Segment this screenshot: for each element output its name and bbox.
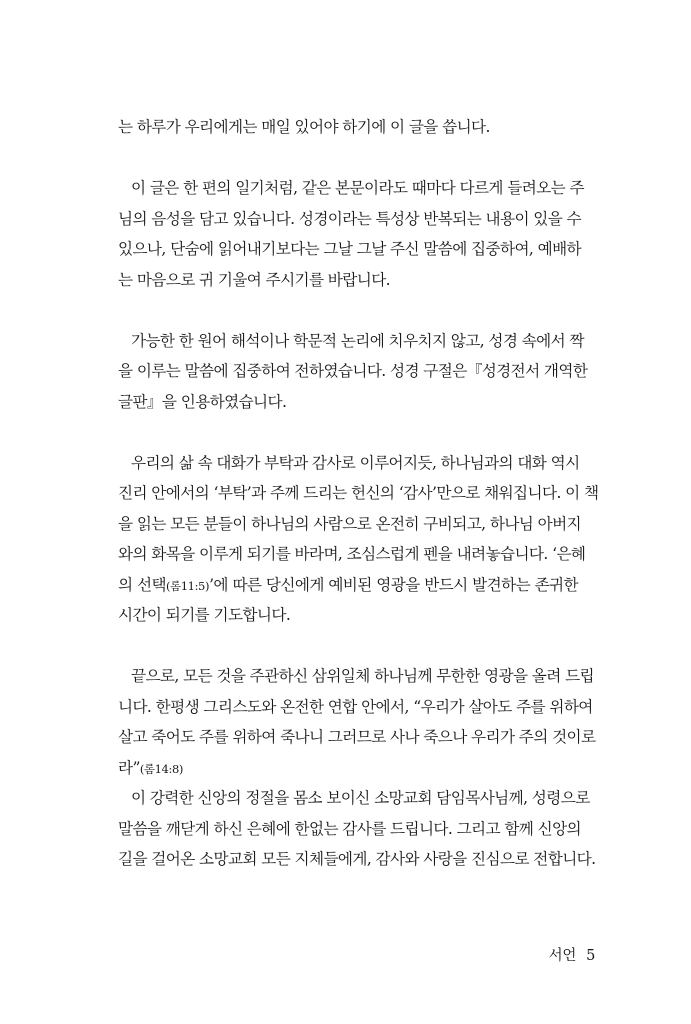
text-line: 님의 음성을 담고 있습니다. 성경이라는 특성상 반복되는 내용이 있을 수 bbox=[118, 209, 582, 228]
text-line: 을 읽는 모든 분들이 하나님의 사람으로 온전히 구비되고, 하나님 아버지 bbox=[118, 514, 582, 533]
text-line: 길을 걸어온 소망교회 모든 지체들에게, 감사와 사랑을 진심으로 전합니다. bbox=[118, 850, 596, 868]
text-line: 말씀을 깨닫게 하신 은혜에 한없는 감사를 드립니다. 그리고 함께 신앙의 bbox=[118, 819, 582, 838]
text-line: 우리의 삶 속 대화가 부탁과 감사로 이루어지듯, 하나님과의 대화 역시 bbox=[131, 453, 580, 472]
text-line: 진리 안에서의 ‘부탁’과 주께 드리는 헌신의 ‘감사’만으로 채워집니다. 이 책 bbox=[118, 484, 599, 502]
text-line: 이 글은 한 편의 일기처럼, 같은 본문이라도 때마다 다르게 들려오는 주 bbox=[131, 179, 584, 197]
paragraph-5 bbox=[118, 661, 596, 783]
paragraph-2 bbox=[118, 173, 584, 295]
section-title: 서언 bbox=[548, 948, 577, 964]
text-line: 는 하루가 우리에게는 매일 있어야 하기에 이 글을 씁니다. bbox=[118, 118, 490, 136]
text-line: 시간이 되기를 기도합니다. bbox=[118, 606, 291, 624]
paragraph-3 bbox=[118, 326, 588, 418]
text-line: 글판』을 인용하였습니다. bbox=[118, 392, 287, 411]
page-footer bbox=[549, 944, 595, 965]
text-line-with-reference bbox=[118, 753, 578, 784]
text-line: 니다. 한평생 그리스도와 온전한 연합 안에서, “우리가 살아도 주를 위하여 bbox=[118, 697, 593, 716]
text-line-with-reference bbox=[118, 570, 578, 601]
scripture-reference: (롬14:8) bbox=[139, 761, 183, 776]
text-line: 끝으로, 모든 것을 주관하신 삼위일체 하나님께 무한한 영광을 올려 드립 bbox=[131, 667, 595, 685]
paragraph-4 bbox=[118, 448, 599, 631]
paragraph-6 bbox=[118, 783, 596, 875]
paragraph-1 bbox=[118, 112, 578, 143]
scripture-reference: (롬11:5) bbox=[165, 578, 210, 593]
text-line: 가능한 한 원어 해석이나 학문적 논리에 치우치지 않고, 성경 속에서 짝 bbox=[131, 331, 584, 350]
page-number: 5 bbox=[586, 948, 595, 964]
text-segment: ’에 따른 당신에게 예비된 영광을 반드시 발견하는 존귀한 bbox=[209, 575, 578, 594]
text-line: 을 이루는 말씀에 집중하여 전하였습니다. 성경 구절은『성경전서 개역한 bbox=[118, 362, 588, 380]
text-line: 살고 죽어도 주를 위하여 죽나니 그러므로 사나 죽으나 우리가 주의 것이로 bbox=[118, 728, 596, 746]
text-line: 와의 화목을 이루게 되기를 바라며, 조심스럽게 펜을 내려놓습니다. ‘은혜 bbox=[118, 545, 586, 563]
text-segment: 의 선택 bbox=[118, 575, 166, 594]
text-line: 있으나, 단숨에 읽어내기보다는 그날 그날 주신 말씀에 집중하여, 예배하 bbox=[118, 240, 582, 258]
text-line: 이 강력한 신앙의 정절을 몸소 보이신 소망교회 담임목사님께, 성령으로 bbox=[131, 789, 590, 807]
page-body bbox=[118, 112, 599, 875]
text-segment: 라” bbox=[118, 758, 140, 777]
text-line: 는 마음으로 귀 기울여 주시기를 바랍니다. bbox=[118, 270, 391, 289]
